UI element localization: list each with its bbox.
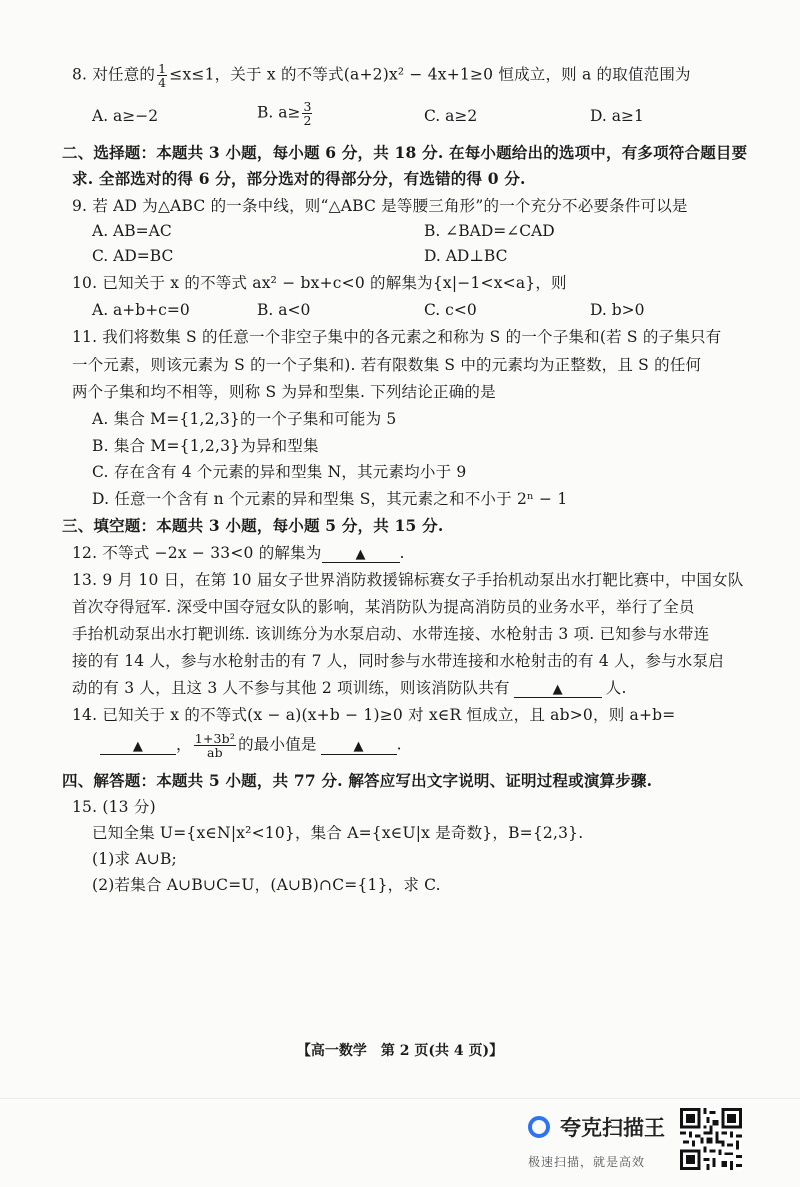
section3-heading: 三、填空题：本题共 3 小题，每小题 5 分，共 15 分.: [62, 516, 444, 535]
q12-triangle-mark: ▲: [355, 547, 366, 562]
q8-option-b: [257, 100, 314, 127]
q13-line4: 接的有 14 人，参与水枪射击的有 7 人，同时参与水带连接和水枪射击的有 4 人，参与水泵启: [72, 652, 724, 670]
q12-answer-blank: [322, 545, 400, 563]
q10-option-c: C. c<0: [424, 301, 477, 319]
q14-answer-blank-1: [100, 737, 176, 755]
q8-fraction-numerator: 1: [158, 61, 167, 76]
q12-stem: [72, 543, 405, 563]
scanner-brand-slogan: 极速扫描，就是高效: [528, 1155, 646, 1169]
q14-line2: [100, 732, 402, 759]
q15-part1: (1)求 A∪B;: [92, 850, 177, 868]
q14-end: .: [396, 735, 402, 754]
q9-option-b: B. ∠BAD=∠CAD: [424, 222, 555, 240]
q15-given: 已知全集 U={x∈N|x²<10}，集合 A={x∈U|x 是奇数}，B={2,3}.: [92, 824, 584, 842]
q14-fraction: [194, 732, 236, 759]
q8-fraction-denominator: 4: [158, 75, 167, 90]
section2-heading: 二、选择题：本题共 3 小题，每小题 6 分，共 18 分. 在每小题给出的选项中，有多项符合题目要: [62, 143, 748, 162]
scanner-logo-icon: [528, 1116, 550, 1138]
q8-option-b-denominator: 2: [303, 113, 312, 128]
q8-option-a: A. a≥−2: [92, 107, 159, 125]
section4-heading: 四、解答题：本题共 5 小题，共 77 分. 解答应写出文字说明、证明过程或演算步骤.: [62, 771, 653, 790]
page-footer: 【高一数学 第 2 页(共 4 页)】: [296, 1043, 504, 1059]
q15-head: 15. (13 分): [72, 798, 156, 816]
q14-triangle-mark-1: ▲: [132, 738, 144, 754]
q12-stem-text: 12. 不等式 −2x − 33<0 的解集为: [72, 544, 322, 562]
q11-option-c: C. 存在含有 4 个元素的异和型集 N，其元素均小于 9: [92, 463, 467, 481]
q13-line1: 13. 9 月 10 日，在第 10 届女子世界消防救援锦标赛女子手抬机动泵出水打靶比赛中，中国女队: [72, 571, 744, 589]
q11-option-a: A. 集合 M={1,2,3}的一个子集和可能为 5: [92, 410, 397, 428]
q11-stem-line1: 11. 我们将数集 S 的任意一个非空子集中的各元素之和称为 S 的一个子集和(若 S 的子集只有: [72, 328, 722, 346]
q8-fraction: [157, 62, 167, 89]
q9-stem: 9. 若 AD 为△ABC 的一条中线，则“△ABC 是等腰三角形”的一个充分不必要条件可以是: [72, 197, 688, 215]
q14-triangle-mark-2: ▲: [353, 738, 364, 754]
q9-option-c: C. AD=BC: [92, 247, 174, 265]
q15-part2: (2)若集合 A∪B∪C=U，(A∪B)∩C={1}，求 C.: [92, 876, 441, 894]
q13-line2: 首次夺得冠军. 深受中国夺冠女队的影响，某消防队为提高消防员的业务水平，举行了全员: [72, 598, 695, 616]
q8-option-d: D. a≥1: [590, 107, 644, 125]
q14-fraction-numerator: 1+3b²: [194, 731, 236, 746]
q11-stem-line2: 一个元素，则该元素为 S 的一个子集和). 若有限数集 S 中的元素均为正整数，且 S 的任何: [72, 356, 702, 374]
q8-option-b-prefix: B. a≥: [257, 103, 301, 122]
q14-answer-blank-2: [321, 737, 397, 755]
q13-line3: 手抬机动泵出水打靶训练. 该训练分为水泵启动、水带连接、水枪射击 3 项. 已知参与水带连: [72, 625, 710, 643]
q8-stem-prefix: 8. 对任意的: [72, 65, 156, 84]
q11-option-b: B. 集合 M={1,2,3}为异和型集: [92, 437, 319, 455]
footer-divider: [0, 1098, 800, 1099]
section2-heading-cont: 求. 全部选对的得 6 分，部分选对的得部分分，有选错的得 0 分.: [72, 169, 526, 188]
q14-min-text: 的最小值是: [238, 735, 317, 754]
q14-comma: ，: [176, 735, 192, 754]
q8-stem-suffix: ≤x≤1，关于 x 的不等式(a+2)x² − 4x+1≥0 恒成立，则 a 的取值范围为: [169, 65, 691, 84]
q8-option-b-numerator: 3: [303, 99, 312, 114]
qr-code-icon: [680, 1108, 742, 1170]
scanner-brand-name: 夸克扫描王: [560, 1116, 665, 1140]
q12-stem-end: .: [399, 544, 405, 562]
q10-option-a: A. a+b+c=0: [92, 301, 190, 319]
q8-option-b-fraction: [302, 100, 312, 127]
q8-option-c: C. a≥2: [424, 107, 478, 125]
q13-line5-end: 人.: [605, 679, 627, 697]
q13-answer-blank: [514, 680, 602, 698]
q13-line5: [72, 678, 627, 698]
scanner-brand: [526, 1112, 676, 1172]
q10-option-b: B. a<0: [257, 301, 311, 319]
q8-stem: [72, 62, 691, 89]
q9-option-a: A. AB=AC: [92, 222, 172, 240]
q11-stem-line3: 两个子集和均不相等，则称 S 为异和型集. 下列结论正确的是: [72, 383, 496, 401]
q10-option-d: D. b>0: [590, 301, 645, 319]
q11-option-d: D. 任意一个含有 n 个元素的异和型集 S，其元素之和不小于 2ⁿ − 1: [92, 490, 568, 508]
q13-triangle-mark: ▲: [552, 682, 563, 697]
q13-line5-text: 动的有 3 人，且这 3 人不参与其他 2 项训练，则该消防队共有: [72, 679, 510, 697]
q14-line1: 14. 已知关于 x 的不等式(x − a)(x+b − 1)≥0 对 x∈R 恒成立，且 ab>0，则 a+b=: [72, 706, 676, 724]
q14-fraction-denominator: ab: [206, 745, 223, 760]
q10-stem: 10. 已知关于 x 的不等式 ax² − bx+c<0 的解集为{x|−1<x<a}，则: [72, 274, 567, 292]
q9-option-d: D. AD⊥BC: [424, 247, 508, 265]
